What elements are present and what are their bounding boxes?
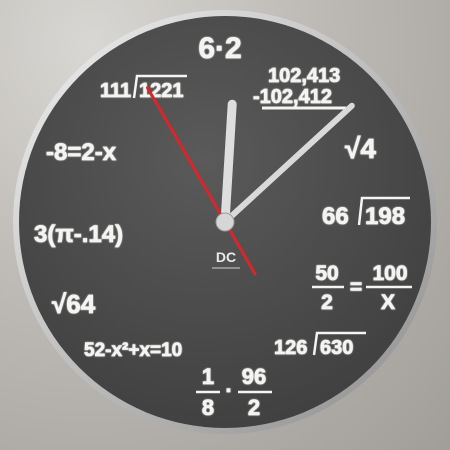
numeral-11-dividend: 1221 xyxy=(139,80,184,102)
numeral-8: √64 xyxy=(52,289,96,319)
numeral-6-frac2-den: 2 xyxy=(247,395,261,420)
numeral-2: √4 xyxy=(345,133,376,164)
numeral-4-num-right: 100 xyxy=(372,262,408,285)
numeral-6-frac1-num: 1 xyxy=(201,364,215,389)
numeral-5-dividend: 630 xyxy=(320,337,354,359)
numeral-7: 52-x²+x=10 xyxy=(84,340,183,361)
center-cap xyxy=(216,213,234,231)
numeral-3 xyxy=(322,198,410,230)
numeral-4-den-right: X xyxy=(380,291,396,314)
numeral-4-num-left: 50 xyxy=(315,262,339,285)
numeral-1-bottom: -102,412 xyxy=(253,86,332,108)
numeral-3-dividend: 198 xyxy=(365,203,406,230)
numeral-5 xyxy=(274,333,366,359)
numeral-10: -8=2-x xyxy=(46,139,117,166)
numeral-9: 3(π-.14) xyxy=(34,221,124,248)
numeral-6-frac1-den: 8 xyxy=(201,395,215,420)
numeral-11 xyxy=(100,76,187,102)
numeral-4-den-left: 2 xyxy=(321,291,333,314)
numeral-1-top: 102,413 xyxy=(268,65,341,87)
numeral-6-operator: · xyxy=(225,378,233,403)
numeral-11-divisor: 111 xyxy=(100,80,132,102)
numeral-12: 6·2 xyxy=(198,32,242,65)
numeral-3-divisor: 66 xyxy=(322,203,349,230)
brand-text: DC xyxy=(215,249,237,265)
numeral-6-frac2-num: 96 xyxy=(241,364,267,389)
numeral-4-equals: = xyxy=(349,276,363,299)
numeral-5-divisor: 126 xyxy=(274,337,308,359)
